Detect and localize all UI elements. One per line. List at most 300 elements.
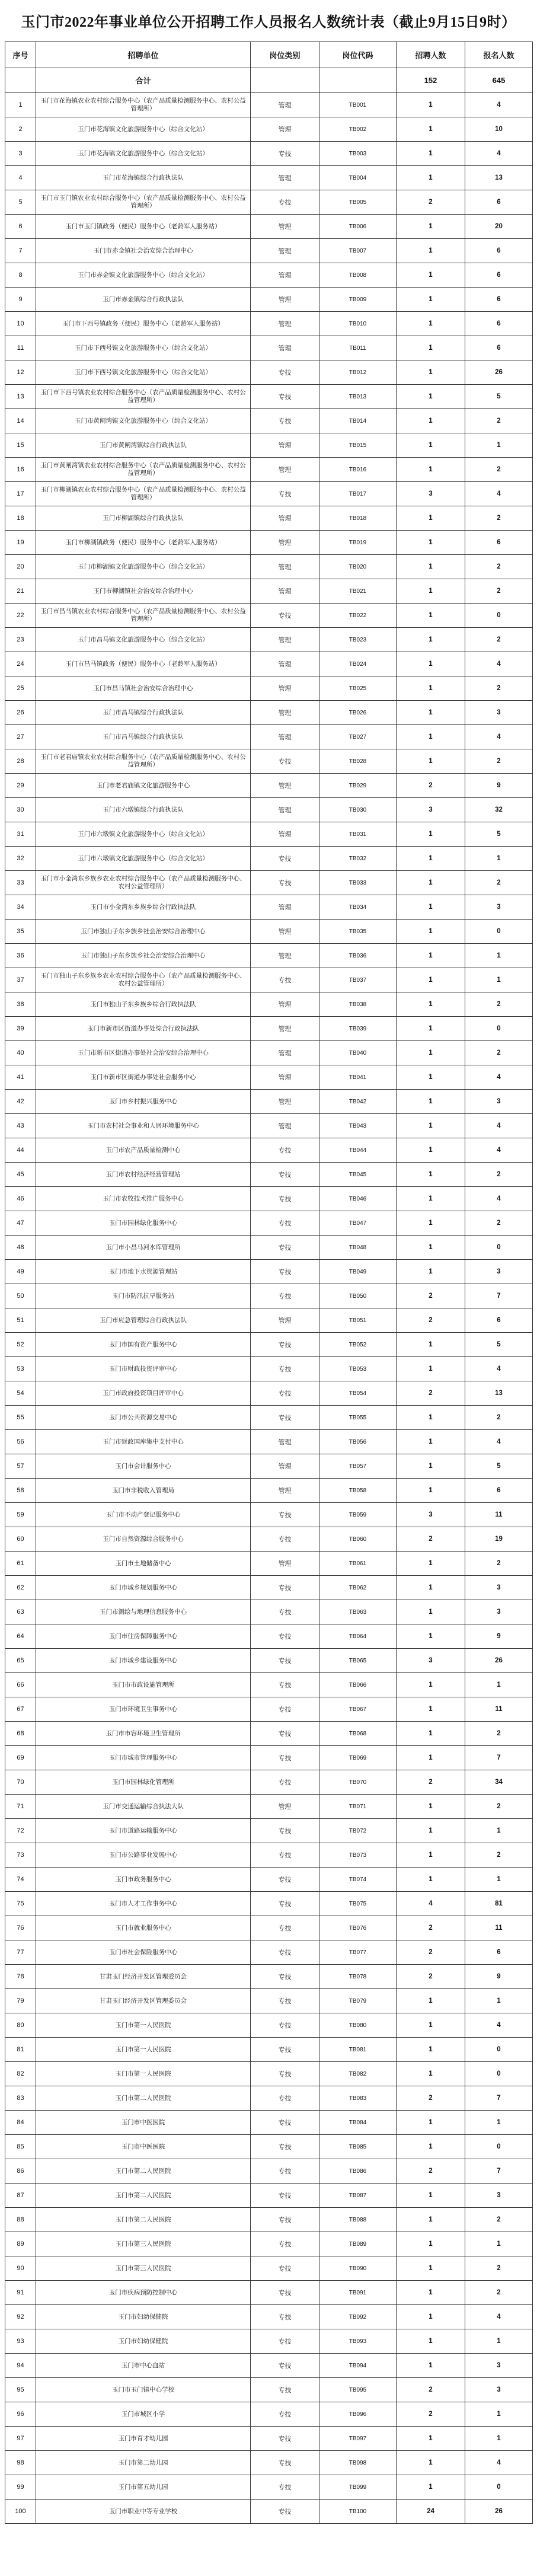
row-applicants: 3 [465, 701, 533, 725]
row-index: 32 [5, 847, 36, 871]
row-category: 管理 [251, 579, 319, 604]
row-category: 管理 [251, 676, 319, 701]
row-category: 管理 [251, 652, 319, 676]
row-recruit: 1 [397, 2038, 465, 2062]
row-index: 39 [5, 1017, 36, 1041]
row-code: TB017 [319, 482, 397, 506]
row-category: 管理 [251, 725, 319, 749]
row-recruit: 2 [397, 1770, 465, 1795]
row-category: 管理 [251, 506, 319, 531]
row-index: 86 [5, 2159, 36, 2184]
row-code: TB011 [319, 336, 397, 360]
row-code: TB049 [319, 1260, 397, 1284]
row-category: 专技 [251, 2232, 319, 2256]
table-row [5, 458, 533, 482]
row-applicants: 5 [465, 822, 533, 847]
row-recruit: 1 [397, 847, 465, 871]
table-row [5, 1381, 533, 1406]
row-recruit: 1 [397, 2329, 465, 2354]
row-code: TB026 [319, 701, 397, 725]
row-recruit: 1 [397, 1819, 465, 1843]
row-index: 69 [5, 1746, 36, 1770]
row-unit: 甘肃玉门经济开发区管理委员会 [36, 1989, 251, 2013]
table-row [5, 701, 533, 725]
row-unit: 玉门市小昌马河水库管理所 [36, 1236, 251, 1260]
row-category: 专技 [251, 1843, 319, 1868]
row-unit: 玉门市昌马镇社会治安综合治理中心 [36, 676, 251, 701]
row-unit: 玉门市昌马镇综合行政执法队 [36, 701, 251, 725]
table-row [5, 1649, 533, 1673]
row-index: 11 [5, 336, 36, 360]
row-category: 专技 [251, 2451, 319, 2475]
row-index: 2 [5, 117, 36, 142]
row-category: 专技 [251, 1333, 319, 1357]
row-applicants: 9 [465, 1965, 533, 1989]
row-index: 46 [5, 1187, 36, 1211]
table-row [5, 409, 533, 433]
row-unit: 玉门市城乡建设服务中心 [36, 1649, 251, 1673]
row-applicants: 2 [465, 1211, 533, 1236]
row-recruit: 1 [397, 1600, 465, 1624]
row-code: TB084 [319, 2111, 397, 2135]
table-row [5, 2281, 533, 2305]
row-category: 专技 [251, 1722, 319, 1746]
row-index: 53 [5, 1357, 36, 1381]
row-applicants: 1 [465, 1673, 533, 1697]
row-unit: 玉门市测绘与地理信息服务中心 [36, 1600, 251, 1624]
row-recruit: 1 [397, 2256, 465, 2281]
table-row [5, 968, 533, 992]
row-applicants: 2 [465, 2281, 533, 2305]
row-index: 60 [5, 1527, 36, 1552]
row-unit: 玉门市第三人民医院 [36, 2256, 251, 2281]
row-applicants: 2 [465, 579, 533, 604]
table-row [5, 1260, 533, 1284]
row-unit: 玉门市社会保险服务中心 [36, 1940, 251, 1965]
table-row [5, 506, 533, 531]
row-unit: 玉门市就业服务中心 [36, 1916, 251, 1940]
row-recruit: 1 [397, 239, 465, 263]
row-applicants: 2 [465, 1163, 533, 1187]
row-unit: 玉门市国有资产服务中心 [36, 1333, 251, 1357]
row-code: TB053 [319, 1357, 397, 1381]
row-applicants: 4 [465, 1138, 533, 1163]
row-unit: 玉门市园林绿化管理所 [36, 1770, 251, 1795]
row-unit: 玉门市六墩镇文化旅游服务中心（综合文化站） [36, 822, 251, 847]
row-category: 管理 [251, 628, 319, 652]
row-unit: 玉门市柳湖镇综合行政执法队 [36, 506, 251, 531]
row-code: TB051 [319, 1308, 397, 1333]
row-recruit: 2 [397, 2159, 465, 2184]
row-unit: 玉门市柳湖镇政务（便民）服务中心（老龄军人服务站） [36, 531, 251, 555]
row-applicants: 3 [465, 2184, 533, 2208]
row-index: 90 [5, 2256, 36, 2281]
row-code: TB003 [319, 142, 397, 166]
row-category: 专技 [251, 1868, 319, 1892]
row-index: 37 [5, 968, 36, 992]
row-code: TB038 [319, 992, 397, 1017]
table-row [5, 1940, 533, 1965]
table-row [5, 847, 533, 871]
row-category: 专技 [251, 2086, 319, 2111]
table-row [5, 2329, 533, 2354]
row-category: 专技 [251, 968, 319, 992]
row-applicants: 2 [465, 628, 533, 652]
row-applicants: 3 [465, 2378, 533, 2402]
row-code: TB030 [319, 798, 397, 822]
row-recruit: 1 [397, 1430, 465, 1454]
row-code: TB087 [319, 2184, 397, 2208]
row-recruit: 1 [397, 2111, 465, 2135]
row-code: TB047 [319, 1211, 397, 1236]
row-unit: 玉门市下西号镇农业农村综合服务中心（农产品质量检测服务中心、农村公益管理所） [36, 385, 251, 409]
row-unit: 玉门市中医医院 [36, 2135, 251, 2159]
row-index: 85 [5, 2135, 36, 2159]
table-row [5, 895, 533, 920]
row-index: 78 [5, 1965, 36, 1989]
table-row [5, 579, 533, 604]
row-code: TB096 [319, 2402, 397, 2427]
row-recruit: 1 [397, 409, 465, 433]
row-code: TB072 [319, 1819, 397, 1843]
page-title: 玉门市2022年事业单位公开招聘工作人员报名人数统计表（截止9月15日9时） [21, 14, 516, 30]
row-code: TB006 [319, 215, 397, 239]
table-row [5, 239, 533, 263]
row-code: TB052 [319, 1333, 397, 1357]
row-unit: 玉门市柳湖镇社会治安综合治理中心 [36, 579, 251, 604]
row-code: TB086 [319, 2159, 397, 2184]
row-category: 管理 [251, 531, 319, 555]
row-index: 20 [5, 555, 36, 579]
row-applicants: 1 [465, 2111, 533, 2135]
row-code: TB058 [319, 1479, 397, 1503]
row-code: TB042 [319, 1090, 397, 1114]
row-code: TB033 [319, 871, 397, 895]
row-applicants: 6 [465, 336, 533, 360]
row-code: TB060 [319, 1527, 397, 1552]
row-unit: 玉门市下西号镇文化旅游服务中心（综合文化站） [36, 336, 251, 360]
row-recruit: 1 [397, 1260, 465, 1284]
row-recruit: 1 [397, 1722, 465, 1746]
row-recruit: 1 [397, 676, 465, 701]
table-row [5, 482, 533, 506]
row-code: TB079 [319, 1989, 397, 2013]
row-unit: 甘肃玉门经济开发区管理委员会 [36, 1965, 251, 1989]
row-applicants: 1 [465, 2402, 533, 2427]
row-code: TB080 [319, 2013, 397, 2038]
row-applicants: 0 [465, 1236, 533, 1260]
row-index: 27 [5, 725, 36, 749]
row-code: TB100 [319, 2500, 397, 2524]
table-row [5, 2402, 533, 2427]
row-index: 36 [5, 944, 36, 968]
row-code: TB089 [319, 2232, 397, 2256]
row-index: 89 [5, 2232, 36, 2256]
row-category: 专技 [251, 749, 319, 774]
row-index: 21 [5, 579, 36, 604]
table-row [5, 1284, 533, 1308]
row-recruit: 1 [397, 604, 465, 628]
table-row [5, 2378, 533, 2402]
row-category: 专技 [251, 1138, 319, 1163]
row-applicants: 11 [465, 1503, 533, 1527]
table-row [5, 1041, 533, 1065]
row-applicants: 6 [465, 288, 533, 312]
row-unit: 玉门市新市区街道办事处社会治安综合治理中心 [36, 1041, 251, 1065]
row-category: 专技 [251, 1211, 319, 1236]
row-category: 管理 [251, 1114, 319, 1138]
row-applicants: 4 [465, 2451, 533, 2475]
row-unit: 玉门市中心血站 [36, 2354, 251, 2378]
table-row [5, 142, 533, 166]
row-category: 专技 [251, 2402, 319, 2427]
row-unit: 玉门市地下水资源管理站 [36, 1260, 251, 1284]
row-applicants: 26 [465, 1649, 533, 1673]
row-category: 管理 [251, 1479, 319, 1503]
row-recruit: 2 [397, 1940, 465, 1965]
row-unit: 玉门市老君庙镇文化旅游服务中心 [36, 774, 251, 798]
row-category: 专技 [251, 871, 319, 895]
table-row [5, 190, 533, 215]
row-index: 77 [5, 1940, 36, 1965]
row-applicants: 1 [465, 2232, 533, 2256]
row-recruit: 1 [397, 288, 465, 312]
row-index: 15 [5, 433, 36, 458]
row-recruit: 1 [397, 1868, 465, 1892]
row-recruit: 1 [397, 725, 465, 749]
row-category: 管理 [251, 798, 319, 822]
row-code: TB027 [319, 725, 397, 749]
row-applicants: 6 [465, 239, 533, 263]
row-index: 43 [5, 1114, 36, 1138]
row-category: 专技 [251, 482, 319, 506]
row-applicants: 1 [465, 1819, 533, 1843]
row-code: TB066 [319, 1673, 397, 1697]
table-row [5, 1746, 533, 1770]
row-unit: 玉门市农牧技术推广服务中心 [36, 1187, 251, 1211]
table-row [5, 531, 533, 555]
row-applicants: 11 [465, 1697, 533, 1722]
table-row [5, 992, 533, 1017]
row-category: 专技 [251, 2475, 319, 2500]
header-applicants: 报名人数 [465, 42, 533, 68]
row-unit: 玉门市六墩镇综合行政执法队 [36, 798, 251, 822]
row-unit: 玉门市农村社会事业和人居环境服务中心 [36, 1114, 251, 1138]
row-code: TB019 [319, 531, 397, 555]
row-code: TB016 [319, 458, 397, 482]
table-row [5, 1138, 533, 1163]
row-recruit: 1 [397, 2281, 465, 2305]
applicant-stats-table [5, 42, 533, 2524]
row-applicants: 2 [465, 749, 533, 774]
table-row [5, 2086, 533, 2111]
table-row [5, 1600, 533, 1624]
row-category: 管理 [251, 822, 319, 847]
row-code: TB021 [319, 579, 397, 604]
row-recruit: 1 [397, 1187, 465, 1211]
row-category: 专技 [251, 2354, 319, 2378]
row-recruit: 1 [397, 749, 465, 774]
row-applicants: 5 [465, 1454, 533, 1479]
row-unit: 玉门市育才幼儿园 [36, 2427, 251, 2451]
row-applicants: 2 [465, 1041, 533, 1065]
row-applicants: 4 [465, 93, 533, 117]
table-row [5, 1187, 533, 1211]
row-unit: 玉门市新市区街道办事处社会服务中心 [36, 1065, 251, 1090]
row-applicants: 0 [465, 2475, 533, 2500]
row-code: TB024 [319, 652, 397, 676]
row-recruit: 1 [397, 117, 465, 142]
row-index: 72 [5, 1819, 36, 1843]
row-recruit: 3 [397, 1649, 465, 1673]
row-code: TB070 [319, 1770, 397, 1795]
row-unit: 玉门市独山子东乡族乡社会治安综合治理中心 [36, 920, 251, 944]
row-category: 专技 [251, 2305, 319, 2329]
table-row [5, 1479, 533, 1503]
table-row [5, 1114, 533, 1138]
row-applicants: 1 [465, 2329, 533, 2354]
header-category: 岗位类别 [251, 42, 319, 68]
row-unit: 玉门市疾病预防控制中心 [36, 2281, 251, 2305]
row-recruit: 1 [397, 1357, 465, 1381]
row-index: 14 [5, 409, 36, 433]
row-code: TB037 [319, 968, 397, 992]
row-code: TB002 [319, 117, 397, 142]
row-code: TB018 [319, 506, 397, 531]
row-code: TB075 [319, 1892, 397, 1916]
row-category: 专技 [251, 604, 319, 628]
table-row [5, 2427, 533, 2451]
row-applicants: 2 [465, 458, 533, 482]
row-category: 专技 [251, 2256, 319, 2281]
row-index: 33 [5, 871, 36, 895]
table-row [5, 628, 533, 652]
table-row [5, 1308, 533, 1333]
row-index: 47 [5, 1211, 36, 1236]
row-index: 65 [5, 1649, 36, 1673]
table-row [5, 822, 533, 847]
row-code: TB091 [319, 2281, 397, 2305]
row-category: 专技 [251, 1940, 319, 1965]
row-code: TB097 [319, 2427, 397, 2451]
table-row [5, 1503, 533, 1527]
row-category: 管理 [251, 774, 319, 798]
row-code: TB098 [319, 2451, 397, 2475]
row-index: 17 [5, 482, 36, 506]
row-recruit: 1 [397, 920, 465, 944]
row-code: TB023 [319, 628, 397, 652]
row-applicants: 4 [465, 1430, 533, 1454]
table-row [5, 336, 533, 360]
row-recruit: 1 [397, 652, 465, 676]
row-recruit: 1 [397, 628, 465, 652]
row-code: TB034 [319, 895, 397, 920]
row-category: 专技 [251, 1965, 319, 1989]
table-row [5, 1065, 533, 1090]
row-unit: 玉门市财政国库集中支付中心 [36, 1430, 251, 1454]
row-recruit: 2 [397, 774, 465, 798]
row-index: 35 [5, 920, 36, 944]
row-category: 管理 [251, 117, 319, 142]
row-recruit: 1 [397, 579, 465, 604]
row-applicants: 3 [465, 1576, 533, 1600]
row-unit: 玉门市六墩镇文化旅游服务中心（综合文化站） [36, 847, 251, 871]
row-recruit: 1 [397, 1989, 465, 2013]
row-unit: 玉门市小金湾东乡族乡农业农村综合服务中心（农产品质量检测服务中心、农村公益管理所） [36, 871, 251, 895]
row-unit: 玉门市城市管理服务中心 [36, 1746, 251, 1770]
table-row [5, 1527, 533, 1552]
row-unit: 玉门市昌马镇文化旅游服务中心（综合文化站） [36, 628, 251, 652]
row-index: 57 [5, 1454, 36, 1479]
table-row [5, 1965, 533, 1989]
row-recruit: 1 [397, 1454, 465, 1479]
row-category: 专技 [251, 1260, 319, 1284]
row-code: TB064 [319, 1624, 397, 1649]
row-category: 专技 [251, 385, 319, 409]
row-code: TB045 [319, 1163, 397, 1187]
row-recruit: 1 [397, 2208, 465, 2232]
row-index: 4 [5, 166, 36, 190]
row-applicants: 1 [465, 2427, 533, 2451]
table-row [5, 166, 533, 190]
row-category: 专技 [251, 1746, 319, 1770]
row-category: 专技 [251, 2378, 319, 2402]
row-code: TB040 [319, 1041, 397, 1065]
row-index: 45 [5, 1163, 36, 1187]
table-row [5, 944, 533, 968]
row-recruit: 1 [397, 2451, 465, 2475]
row-applicants: 19 [465, 1527, 533, 1552]
row-recruit: 1 [397, 1236, 465, 1260]
row-unit: 玉门市下西号镇文化旅游服务中心（综合文化站） [36, 360, 251, 385]
row-unit: 玉门市非税收入管理局 [36, 1479, 251, 1503]
row-unit: 玉门市玉门镇政务（便民）服务中心（老龄军人服务站） [36, 215, 251, 239]
row-unit: 玉门市昌马镇综合行政执法队 [36, 725, 251, 749]
table-row [5, 433, 533, 458]
row-recruit: 1 [397, 944, 465, 968]
table-row [5, 1843, 533, 1868]
row-recruit: 1 [397, 968, 465, 992]
row-category: 专技 [251, 190, 319, 215]
row-index: 28 [5, 749, 36, 774]
row-applicants: 2 [465, 1552, 533, 1576]
row-recruit: 1 [397, 1552, 465, 1576]
row-applicants: 34 [465, 1770, 533, 1795]
row-code: TB009 [319, 288, 397, 312]
row-code: TB076 [319, 1916, 397, 1940]
row-code: TB013 [319, 385, 397, 409]
row-recruit: 1 [397, 215, 465, 239]
row-applicants: 3 [465, 2354, 533, 2378]
table-body [5, 68, 533, 2524]
row-unit: 玉门市财政投资评审中心 [36, 1357, 251, 1381]
table-row [5, 2232, 533, 2256]
row-index: 81 [5, 2038, 36, 2062]
table-row [5, 652, 533, 676]
row-code: TB022 [319, 604, 397, 628]
row-index: 8 [5, 263, 36, 288]
row-recruit: 1 [397, 1333, 465, 1357]
row-category: 专技 [251, 2038, 319, 2062]
row-applicants: 4 [465, 1065, 533, 1090]
row-index: 54 [5, 1381, 36, 1406]
row-index: 98 [5, 2451, 36, 2475]
row-category: 管理 [251, 1454, 319, 1479]
row-index: 56 [5, 1430, 36, 1454]
row-recruit: 1 [397, 1211, 465, 1236]
row-code: TB012 [319, 360, 397, 385]
header-unit: 招聘单位 [36, 42, 251, 68]
